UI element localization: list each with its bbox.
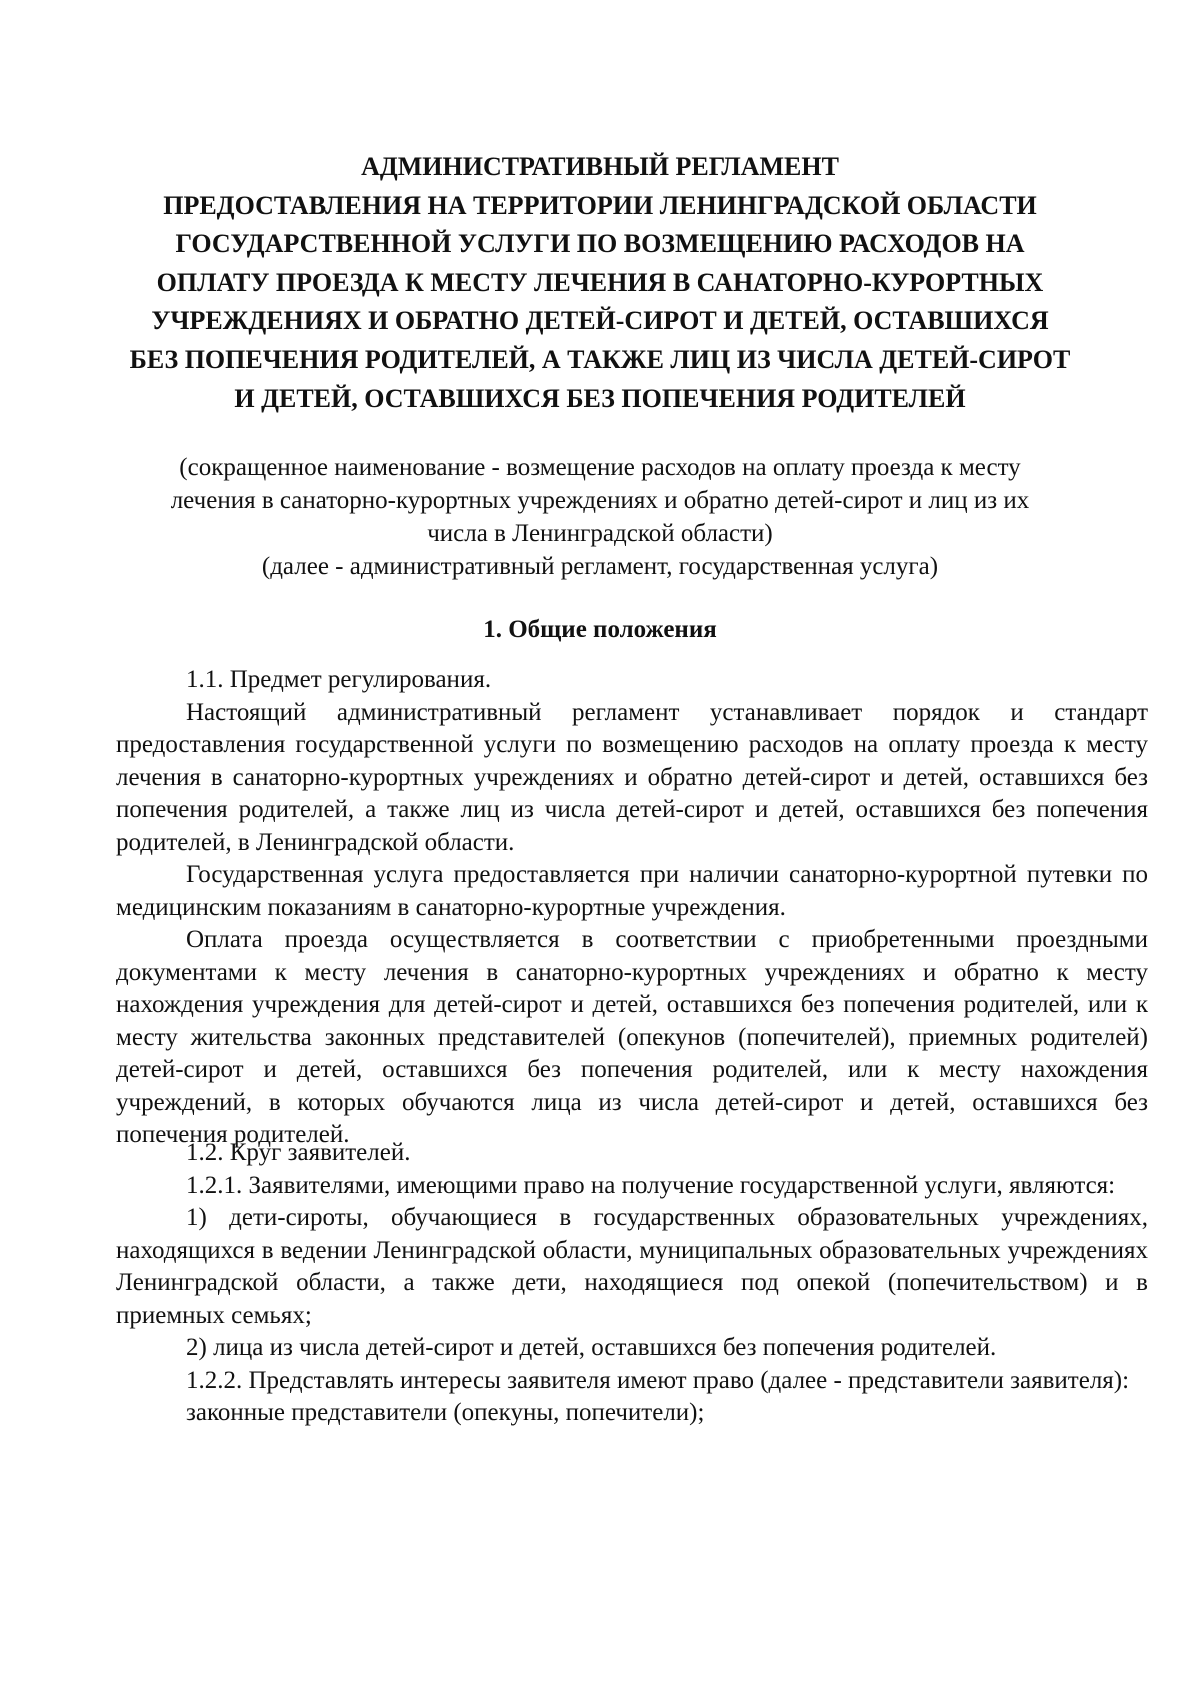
title-line: И ДЕТЕЙ, ОСТАВШИХСЯ БЕЗ ПОПЕЧЕНИЯ РОДИТЕЛЕЙ [234, 383, 966, 413]
paragraph: 2) лица из числа детей-сирот и детей, оставшихся без попечения родителей. [186, 1334, 997, 1361]
title-line: ОПЛАТУ ПРОЕЗДА К МЕСТУ ЛЕЧЕНИЯ В САНАТОРНО-КУРОРТНЫХ [156, 267, 1044, 297]
paragraph: 1.2. Круг заявителей. [186, 1139, 411, 1166]
applicants-block [116, 1137, 1148, 1430]
paragraph: Оплата проезда осуществляется в соответствии с приобретенными проездными документами к месту лечения в санаторно-курортных учреждениях и обратно к месту нахождения учреждения для детей-сирот и детей, оставшихся без попечения родителей, или к месту жительства законных представителей (опекунов (попечителей), приемных родителей) детей-сирот и детей, оставшихся без попечения родителей, или к месту нахождения учреждений, в которых обучаются лица из числа детей-сирот и детей, оставшихся без попечения родителей. [116, 926, 1148, 1148]
paragraph: 1.2.1. Заявителями, имеющими право на получение государственной услуги, являются: [186, 1171, 1116, 1199]
paragraph: 1.1. Предмет регулирования. [186, 666, 492, 693]
subtitle-line: числа в Ленинградской области) [427, 520, 773, 547]
title-line: БЕЗ ПОПЕЧЕНИЯ РОДИТЕЛЕЙ, А ТАКЖЕ ЛИЦ ИЗ ЧИСЛА ДЕТЕЙ-СИРОТ [129, 344, 1071, 374]
paragraph: Настоящий административный регламент устанавливает порядок и стандарт предоставления государственной услуги по возмещению расходов на оплату проезда к месту лечения в санаторно-курортных учреждениях и обратно детей-сирот и детей, оставшихся без попечения родителей, а также лиц из числа детей-сирот и детей, оставшихся без попечения родителей, в Ленинградской области. [116, 698, 1148, 856]
paragraph: 1) дети-сироты, обучающиеся в государственных образовательных учреждениях, находящихся в ведении Ленинградской области, муниципальных образовательных учреждениях Ленинградской области, а также дети, находящиеся под опекой (попечительством) и в приемных семьях; [116, 1204, 1148, 1329]
subtitle-line: лечения в санаторно-курортных учреждениях и обратно детей-сирот и лиц из их [170, 487, 1030, 514]
short-name-note [100, 451, 1100, 583]
paragraph: 1.2.2. Представлять интересы заявителя имеют право (далее - представители заявителя): [186, 1366, 1130, 1394]
document-title [100, 148, 1100, 418]
paragraph: законные представители (опекуны, попечители); [186, 1399, 705, 1426]
subtitle-line: (далее - административный регламент, государственная услуга) [261, 553, 939, 580]
section-heading: 1. Общие положения [483, 616, 717, 643]
title-line: УЧРЕЖДЕНИЯХ И ОБРАТНО ДЕТЕЙ-СИРОТ И ДЕТЕЙ, ОСТАВШИХСЯ [151, 306, 1049, 336]
subtitle-line: (сокращенное наименование - возмещение расходов на оплату проезда к месту [179, 454, 1021, 481]
title-line: АДМИНИСТРАТИВНЫЙ РЕГЛАМЕНТ [361, 152, 839, 181]
title-line: ПРЕДОСТАВЛЕНИЯ НА ТЕРРИТОРИИ ЛЕНИНГРАДСКОЙ ОБЛАСТИ [163, 190, 1037, 220]
subject-of-regulation-block [116, 664, 1148, 1152]
title-line: ГОСУДАРСТВЕННОЙ УСЛУГИ ПО ВОЗМЕЩЕНИЮ РАСХОДОВ НА [175, 229, 1025, 259]
paragraph: Государственная услуга предоставляется при наличии санаторно-курортной путевки по медицинским показаниям в санаторно-курортные учреждения. [116, 861, 1148, 921]
